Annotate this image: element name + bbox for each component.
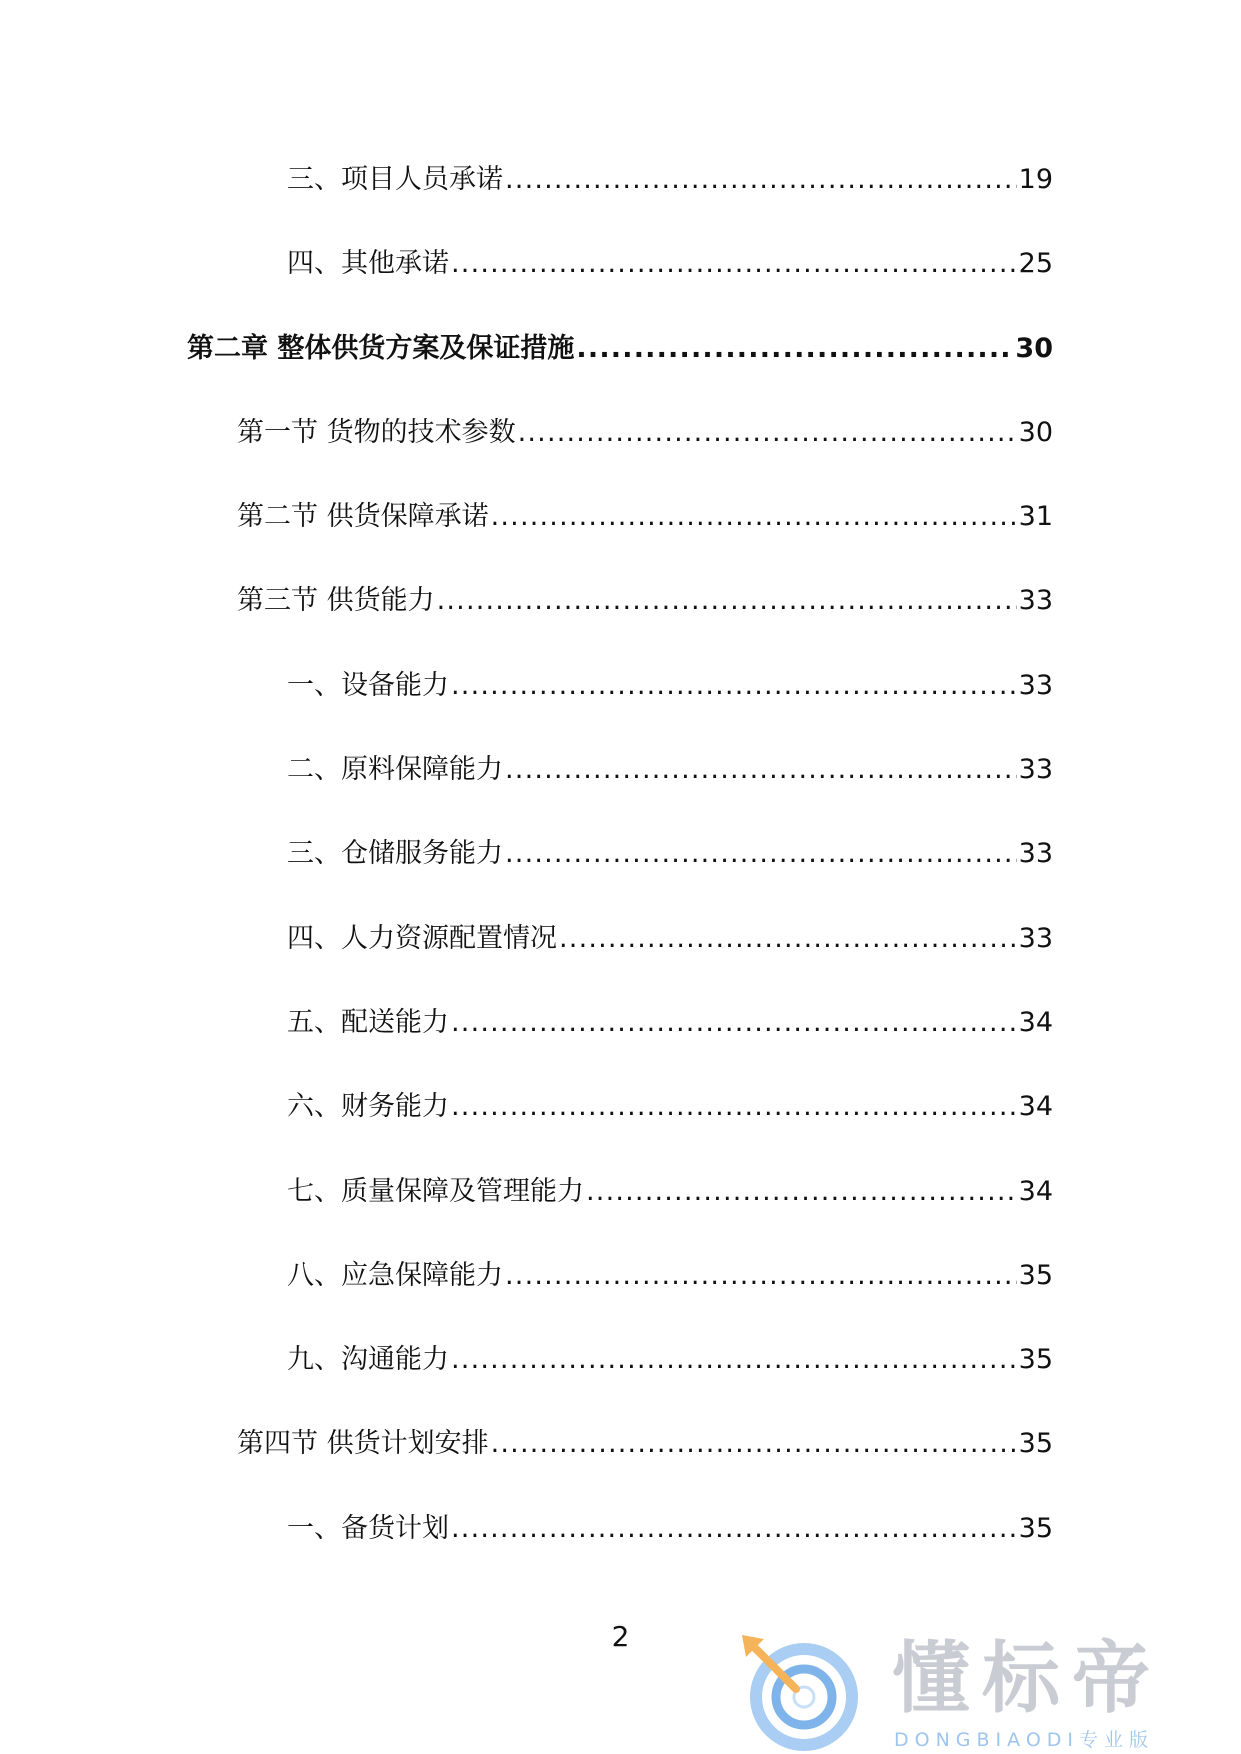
toc-entry[interactable] [0, 924, 1241, 1008]
toc-entry-title: 四、其他承诺 [287, 248, 449, 280]
toc-dot-leader [505, 755, 1017, 785]
toc-entry-title: 第四节 供货计划安排 [237, 1428, 489, 1460]
toc-dot-leader [451, 1345, 1017, 1375]
toc-entry-title: 二、原料保障能力 [287, 754, 503, 786]
toc-entry-page-number: 33 [1018, 838, 1053, 870]
toc-dot-leader [586, 1177, 1017, 1207]
toc-entry[interactable] [0, 586, 1241, 670]
target-logo-icon [738, 1633, 868, 1751]
toc-entry-page-number: 19 [1018, 164, 1053, 195]
toc-entry-page-number: 25 [1018, 248, 1053, 280]
toc-entry-page-number: 34 [1018, 1091, 1053, 1123]
toc-entry[interactable] [0, 249, 1241, 333]
toc-entry-page-number: 34 [1018, 1006, 1053, 1038]
watermark [738, 1633, 1218, 1751]
toc-entry[interactable] [0, 1514, 1241, 1598]
toc-entry[interactable] [0, 165, 1241, 249]
watermark-subtitle: DONGBIAODI专业版 [894, 1729, 1155, 1751]
toc-dot-leader [576, 334, 1013, 364]
toc-dot-leader [491, 502, 1017, 532]
toc-entry[interactable] [0, 418, 1241, 502]
toc-dot-leader [437, 586, 1017, 616]
toc-entry-page-number: 33 [1018, 669, 1053, 701]
toc-entry-title: 第二章 整体供货方案及保证措施 [187, 332, 575, 364]
toc-entry[interactable] [0, 334, 1241, 418]
toc-dot-leader [505, 165, 1017, 195]
toc-entry-title: 三、项目人员承诺 [287, 164, 503, 195]
toc-entry-page-number: 35 [1018, 1512, 1053, 1544]
toc-dot-leader [451, 1514, 1017, 1544]
toc-entry-title: 六、财务能力 [287, 1091, 449, 1123]
toc-entry-page-number: 31 [1018, 501, 1053, 533]
toc-entry[interactable] [0, 839, 1241, 923]
toc-entry[interactable] [0, 1008, 1241, 1092]
toc-entry-page-number: 30 [1015, 332, 1053, 364]
page-number: 2 [611, 1620, 630, 1653]
toc-entry[interactable] [0, 1429, 1241, 1513]
toc-entry-title: 五、配送能力 [287, 1006, 449, 1038]
toc-entry-title: 三、仓储服务能力 [287, 838, 503, 870]
toc-dot-leader [451, 249, 1017, 279]
toc-entry-title: 第一节 货物的技术参数 [237, 416, 516, 448]
toc-entry-page-number: 35 [1018, 1259, 1053, 1291]
toc-entry-page-number: 33 [1018, 585, 1053, 617]
toc-dot-leader [451, 1008, 1017, 1038]
toc-entry[interactable] [0, 502, 1241, 586]
toc-entry-title: 九、沟通能力 [287, 1344, 449, 1376]
toc-dot-leader [559, 924, 1017, 954]
toc-entry-page-number: 35 [1018, 1344, 1053, 1376]
toc-entry-page-number: 33 [1018, 754, 1053, 786]
toc-dot-leader [491, 1429, 1017, 1459]
toc-dot-leader [505, 839, 1017, 869]
toc-entry[interactable] [0, 1092, 1241, 1176]
toc-dot-leader [518, 418, 1017, 448]
toc-entry-title: 七、质量保障及管理能力 [287, 1175, 584, 1207]
toc-entry-title: 四、人力资源配置情况 [287, 922, 557, 954]
toc-entry-title: 第二节 供货保障承诺 [237, 501, 489, 533]
toc-entry-page-number: 34 [1018, 1175, 1053, 1207]
toc-entry-title: 一、备货计划 [287, 1512, 449, 1544]
watermark-brand: 懂标帝 [892, 1634, 1163, 1724]
table-of-contents [0, 165, 1241, 1598]
toc-entry[interactable] [0, 1261, 1241, 1345]
toc-entry-title: 八、应急保障能力 [287, 1259, 503, 1291]
toc-dot-leader [505, 1261, 1017, 1291]
toc-dot-leader [451, 671, 1017, 701]
toc-entry-title: 一、设备能力 [287, 669, 449, 701]
toc-entry[interactable] [0, 1345, 1241, 1429]
toc-entry[interactable] [0, 1177, 1241, 1261]
toc-entry-title: 第三节 供货能力 [237, 585, 435, 617]
toc-entry-page-number: 35 [1018, 1428, 1053, 1460]
toc-entry-page-number: 33 [1018, 922, 1053, 954]
toc-entry[interactable] [0, 755, 1241, 839]
toc-dot-leader [451, 1092, 1017, 1122]
toc-entry[interactable] [0, 671, 1241, 755]
toc-entry-page-number: 30 [1018, 416, 1053, 448]
